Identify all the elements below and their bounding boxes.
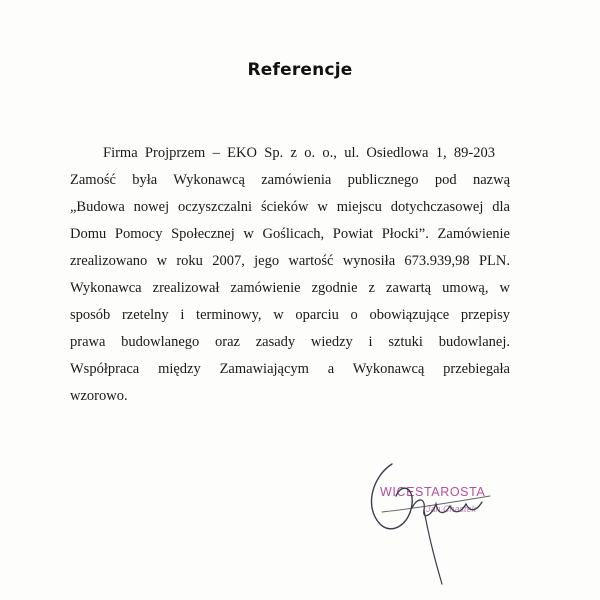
stamp-title: WICESTAROSTA	[380, 485, 486, 499]
body-line-2: Zamość była Wykonawcą zamówienia publicznego pod nazwą	[70, 172, 510, 188]
document-body	[0, 144, 600, 414]
body-line-10: wzorowo.	[70, 388, 128, 404]
body-line-9: Współpraca między Zamawiającym a Wykonawcą przebiegała	[70, 361, 510, 377]
body-line-4: Domu Pomocy Społecznej w Goślicach, Powiat Płocki”. Zamówienie	[70, 226, 510, 242]
body-line-5: zrealizowano w roku 2007, jego wartość wynosiła 673.939,98 PLN.	[70, 253, 510, 269]
document-title: Referencje	[247, 60, 353, 80]
body-line-3: „Budowa nowej oczyszczalni ścieków w miejscu dotychczasowej dla	[70, 199, 510, 215]
handwritten-signature	[362, 452, 502, 592]
body-line-6: Wykonawca zrealizował zamówienie zgodnie z zawartą umową, w	[70, 280, 510, 296]
stamp-name: Jan Chastek	[426, 504, 477, 514]
body-line-7: sposób rzetelny i terminowy, w oparciu o obowiązujące przepisy	[70, 307, 510, 323]
body-line-8: prawa budowlanego oraz zasady wiedzy i sztuki budowlanej.	[70, 334, 510, 350]
body-line-1: Firma Projprzem – EKO Sp. z o. o., ul. Osiedlowa 1, 89-203	[103, 145, 495, 161]
